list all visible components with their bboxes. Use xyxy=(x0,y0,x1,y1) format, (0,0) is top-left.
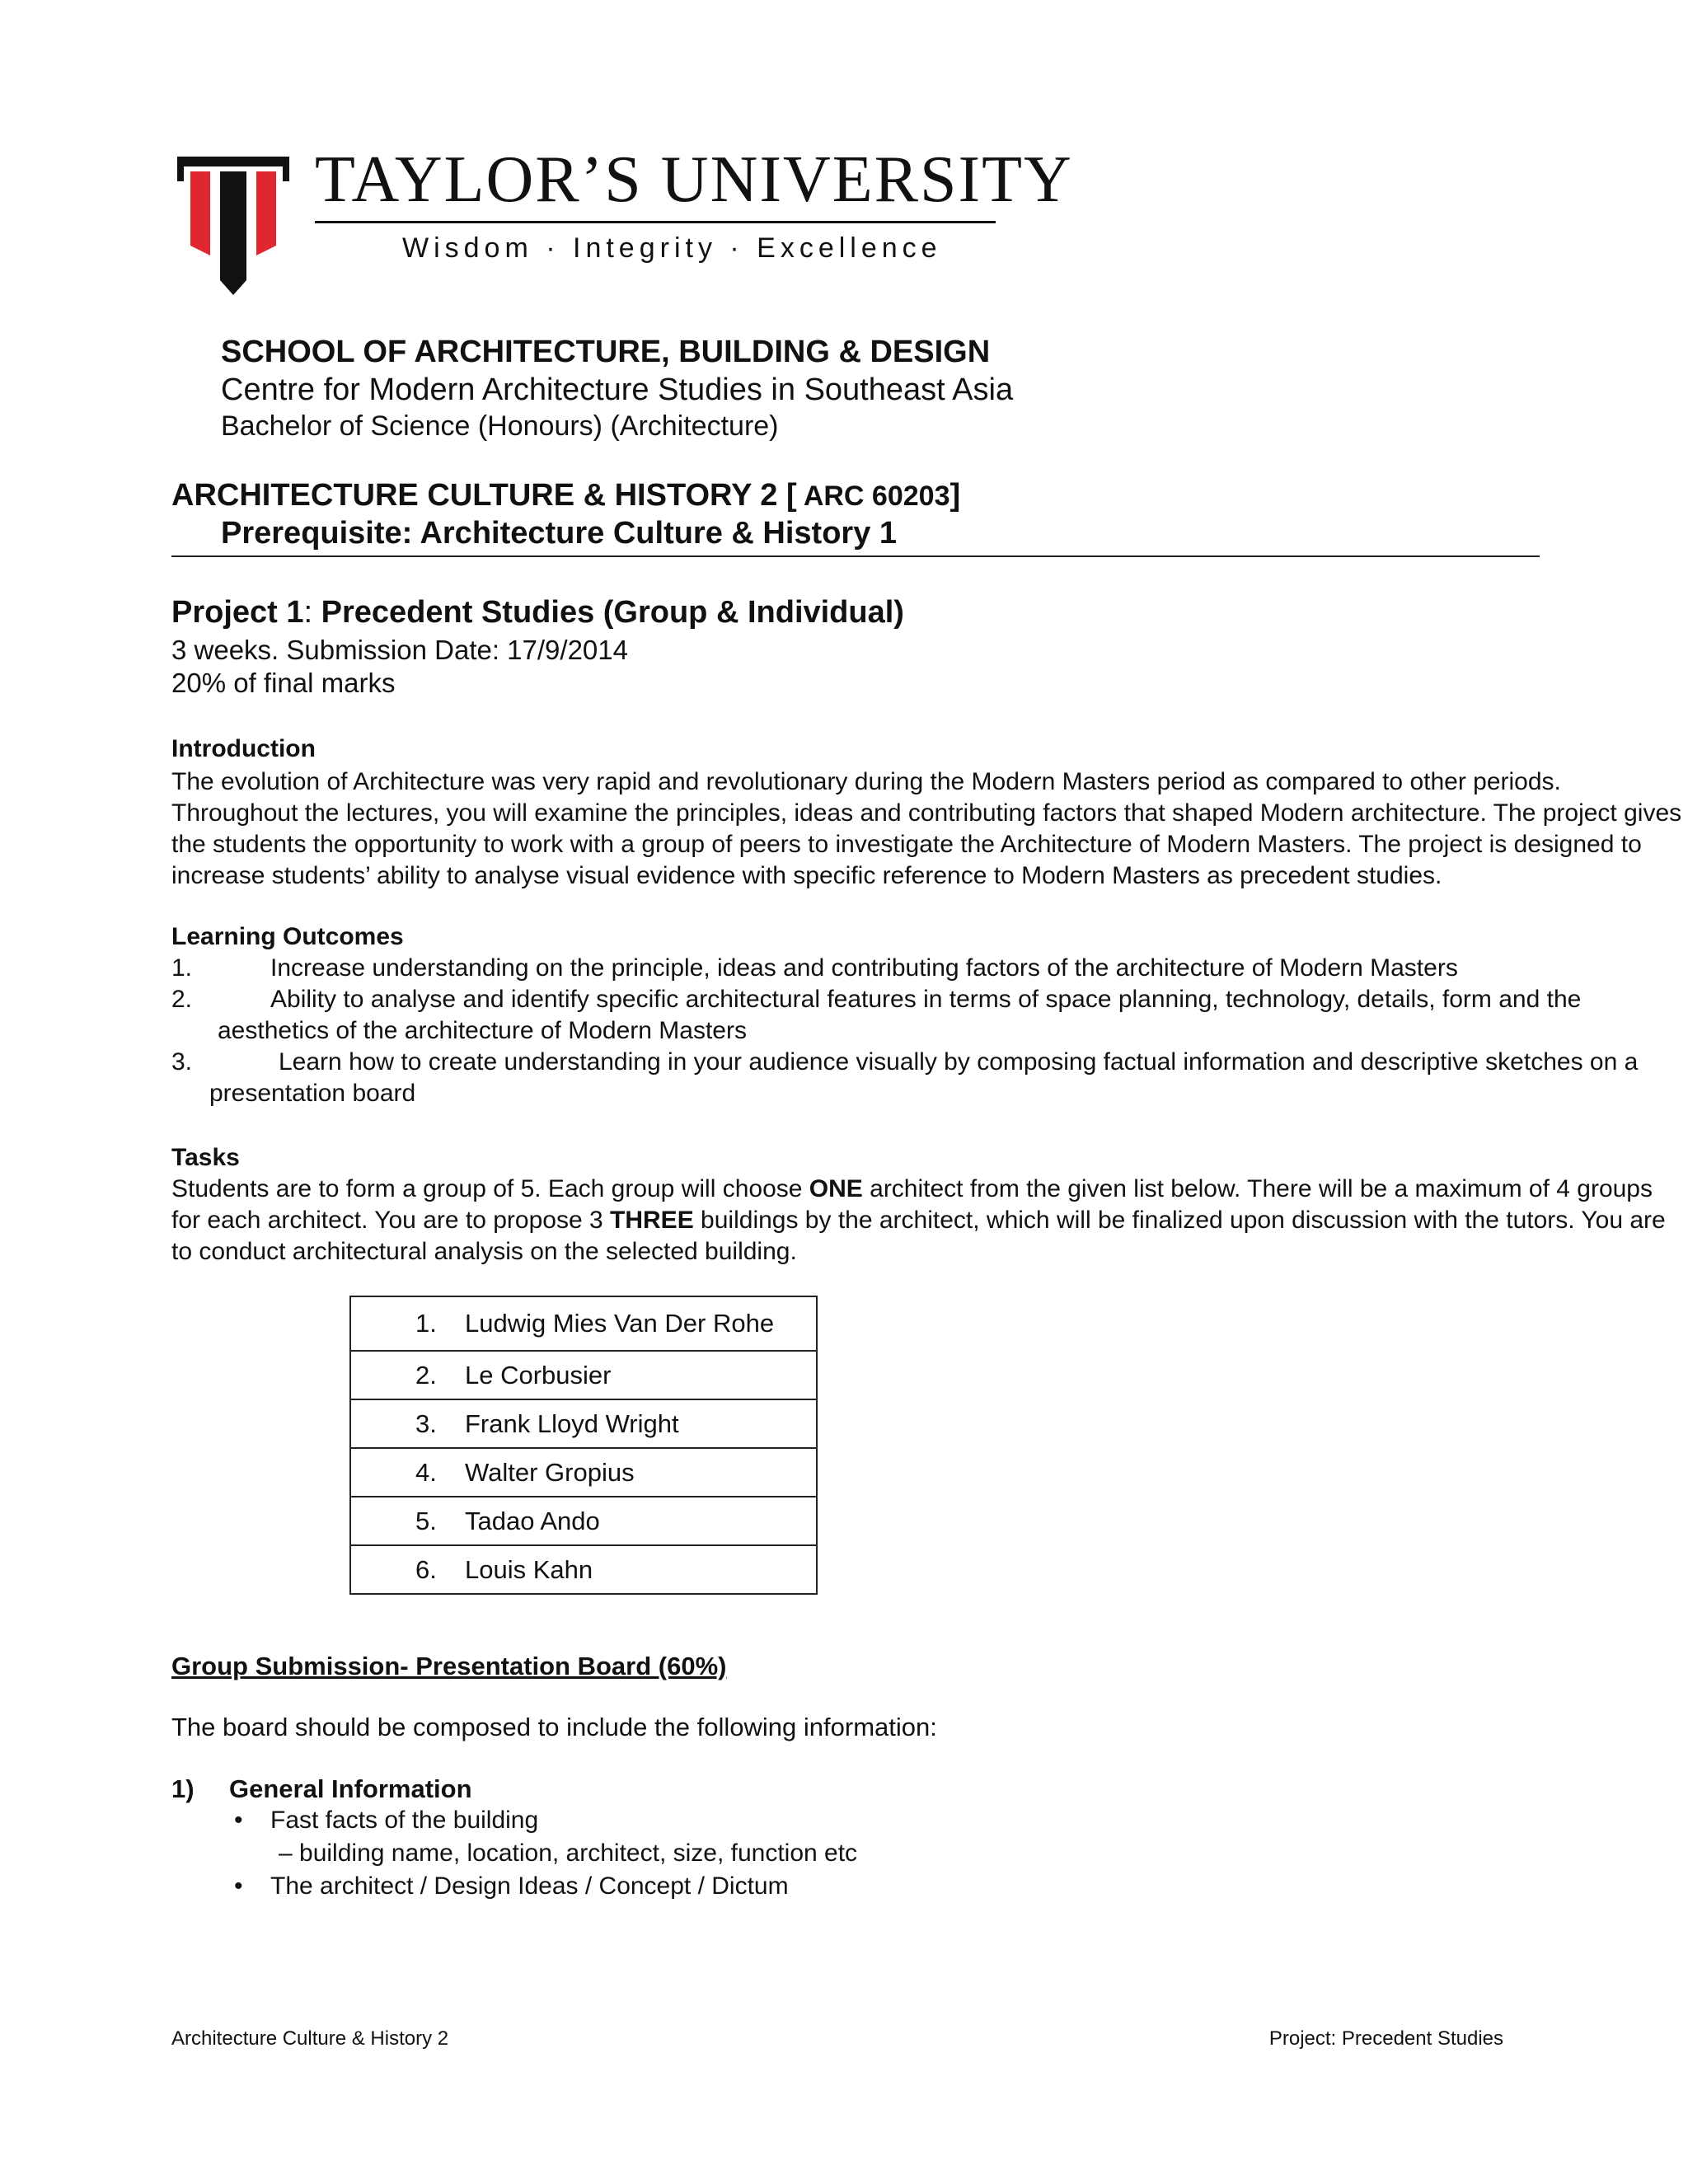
tasks-line xyxy=(171,1174,1653,1205)
table-row xyxy=(350,1497,817,1545)
introduction-line: The evolution of Architecture was very rapid and revolutionary during the Modern Masters period as compared to other periods. xyxy=(171,768,1561,795)
table-row xyxy=(350,1399,817,1448)
architect-name: Le Corbusier xyxy=(465,1351,817,1399)
architect-name: Frank Lloyd Wright xyxy=(465,1399,817,1448)
bullet-text: Fast facts of the building xyxy=(270,1807,539,1834)
course-title-close: ] xyxy=(950,478,961,513)
project-colon: : xyxy=(303,595,313,630)
project-name: Precedent Studies (Group & Individual) xyxy=(312,595,904,630)
introduction-paragraph xyxy=(171,766,1682,892)
introduction-line: Throughout the lectures, you will examine the principles, ideas and contributing factors that shaped Modern architecture. The project gives xyxy=(171,799,1682,827)
tasks-emphasis: THREE xyxy=(610,1207,694,1234)
learning-outcomes-heading: Learning Outcomes xyxy=(171,923,404,950)
table-row xyxy=(350,1448,817,1497)
outcome-number: 1. xyxy=(171,954,193,982)
course-code: ARC 60203 xyxy=(796,480,950,512)
project-title xyxy=(171,595,904,630)
project-label: Project 1 xyxy=(171,595,304,630)
architect-number: 1. xyxy=(415,1309,437,1338)
centre-name: Centre for Modern Architecture Studies in Southeast Asia xyxy=(221,373,1014,407)
architect-number: 3. xyxy=(415,1408,437,1438)
tasks-text: for each architect. You are to propose 3 xyxy=(171,1207,611,1234)
bullet-subtext: – building name, location, architect, size, function etc xyxy=(279,1840,858,1867)
outcome-text: Ability to analyse and identify specific architectural features in terms of space planning, technology, details, form and the xyxy=(270,986,1582,1013)
outcome-text-continued: aesthetics of the architecture of Modern Masters xyxy=(218,1017,747,1044)
course-title-text: ARCHITECTURE CULTURE & HISTORY 2 [ xyxy=(171,478,797,513)
architect-number: 5. xyxy=(415,1506,437,1535)
architect-name: Walter Gropius xyxy=(465,1448,817,1497)
tasks-text: architect from the given list below. There will be a maximum of 4 groups xyxy=(862,1175,1653,1202)
architect-name: Tadao Ando xyxy=(465,1497,817,1545)
school-name: SCHOOL OF ARCHITECTURE, BUILDING & DESIGN xyxy=(221,335,991,369)
course-title xyxy=(171,478,960,513)
tasks-heading: Tasks xyxy=(171,1144,240,1171)
project-duration: 3 weeks. Submission Date: 17/9/2014 xyxy=(171,635,628,665)
outcome-number: 2. xyxy=(171,986,193,1013)
architect-number: 2. xyxy=(415,1360,437,1390)
introduction-heading: Introduction xyxy=(171,735,316,762)
tasks-line xyxy=(171,1205,1666,1236)
programme-name: Bachelor of Science (Honours) (Architecture) xyxy=(221,410,779,442)
group-submission-heading: Group Submission- Presentation Board (60%) xyxy=(171,1652,727,1680)
table-row xyxy=(350,1351,817,1399)
project-weight: 20% of final marks xyxy=(171,668,396,698)
university-name: TAYLOR’S UNIVERSITY xyxy=(315,143,1073,216)
tasks-line: to conduct architectural analysis on the selected building. xyxy=(171,1238,797,1265)
logo-divider xyxy=(315,221,996,223)
tasks-paragraph xyxy=(171,1174,1666,1268)
introduction-line: increase students’ ability to analyse visual evidence with specific reference to Modern Masters as precedent studies. xyxy=(171,862,1442,889)
footer-left: Architecture Culture & History 2 xyxy=(171,2027,449,2050)
table-row xyxy=(350,1545,817,1594)
section-number: 1) xyxy=(171,1774,195,1803)
table-row xyxy=(350,1296,817,1351)
tasks-text: Students are to form a group of 5. Each group will choose xyxy=(171,1175,809,1202)
university-tagline: Wisdom · Integrity · Excellence xyxy=(402,232,942,264)
section-title: General Information xyxy=(229,1774,472,1803)
outcome-text: Learn how to create understanding in your audience visually by composing factual information and descriptive sketches on a xyxy=(279,1048,1639,1076)
architect-name: Ludwig Mies Van Der Rohe xyxy=(465,1296,817,1351)
taylors-crest-icon xyxy=(177,157,289,297)
outcome-text-continued: presentation board xyxy=(209,1080,416,1107)
footer-right: Project: Precedent Studies xyxy=(1268,2027,1503,2050)
architect-number: 6. xyxy=(415,1554,437,1584)
bullet-text: The architect / Design Ideas / Concept / Dictum xyxy=(270,1872,789,1900)
tasks-text: buildings by the architect, which will be finalized upon discussion with the tutors. You are xyxy=(693,1207,1666,1234)
architect-name: Louis Kahn xyxy=(465,1545,817,1594)
bullet-glyph: • xyxy=(234,1872,243,1900)
course-prerequisite: Prerequisite: Architecture Culture & History 1 xyxy=(221,516,898,551)
board-intro: The board should be composed to include the following information: xyxy=(171,1713,937,1741)
architects-table xyxy=(349,1296,818,1595)
outcome-number: 3. xyxy=(171,1048,193,1076)
introduction-line: the students the opportunity to work with a group of peers to investigate the Architecture of Modern Masters. The project is designed to xyxy=(171,831,1642,858)
bullet-glyph: • xyxy=(234,1807,243,1834)
header-divider xyxy=(171,555,1540,557)
architect-number: 4. xyxy=(415,1457,437,1487)
outcome-text: Increase understanding on the principle, ideas and contributing factors of the architecture of Modern Masters xyxy=(270,954,1458,982)
tasks-emphasis: ONE xyxy=(809,1175,863,1202)
